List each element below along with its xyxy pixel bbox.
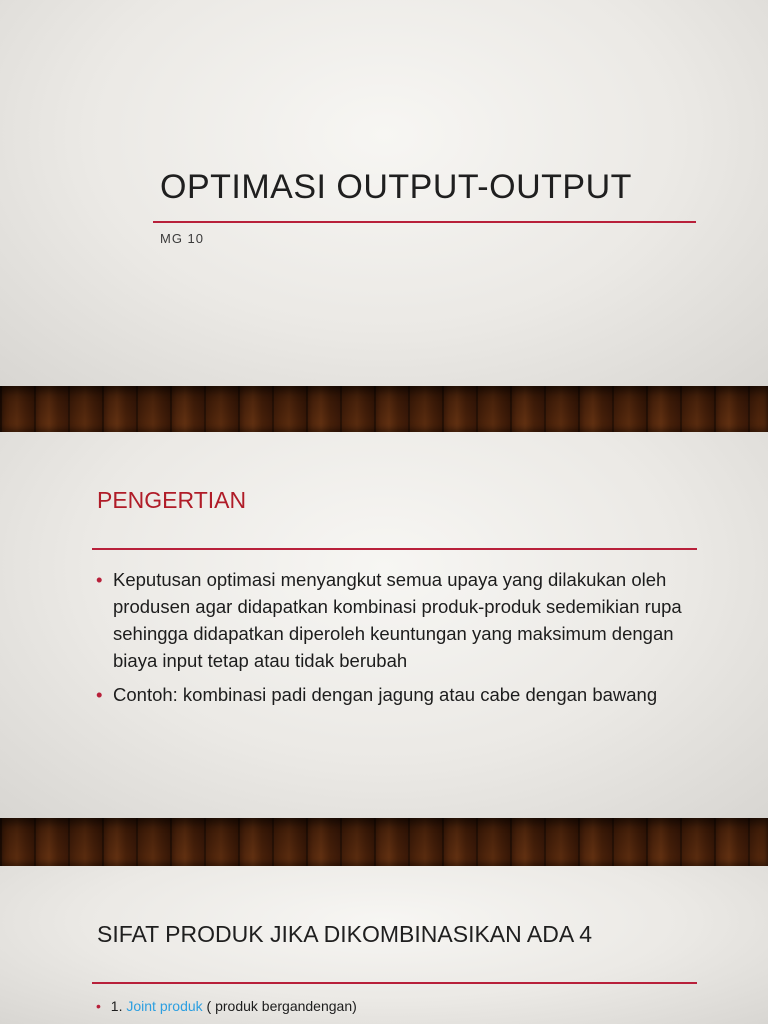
wood-floor-divider [0, 818, 768, 866]
bullet-text: Contoh: kombinasi padi dengan jagung atau cabe dengan bawang [113, 684, 658, 705]
list-item [96, 566, 686, 674]
title-divider [92, 548, 697, 550]
title-divider [153, 221, 696, 223]
joint-produk-link[interactable]: Joint produk [126, 998, 203, 1014]
bullet-list [96, 566, 686, 715]
slide-3-title: SIFAT PRODUK JIKA DIKOMBINASIKAN ADA 4 [97, 921, 593, 947]
bullet-text: ( produk bergandengan) [206, 998, 357, 1014]
bullet-text: Keputusan optimasi menyangkut semua upaya yang dilakukan oleh produsen agar didapatkan kombinasi produk-produk sedemikian rupa sehingga didapatkan diperoleh keuntungan yang maksimum dengan biaya input tetap atau tidak berubah [113, 569, 682, 671]
list-item [96, 998, 357, 1014]
slide-3 [0, 866, 768, 1024]
wood-floor-divider [0, 386, 768, 432]
bullet-icon: • [96, 569, 103, 590]
slide-2 [0, 432, 768, 818]
slide-1-title: OPTIMASI OUTPUT-OUTPUT [160, 168, 632, 206]
bullet-number: 1. [110, 998, 123, 1014]
slide-1 [0, 0, 768, 386]
bullet-icon: • [96, 998, 101, 1014]
slide-2-title: PENGERTIAN [97, 487, 247, 513]
list-item [96, 681, 686, 708]
title-divider [92, 982, 697, 984]
slide-1-subtitle: MG 10 [160, 231, 205, 246]
bullet-icon: • [96, 684, 103, 705]
